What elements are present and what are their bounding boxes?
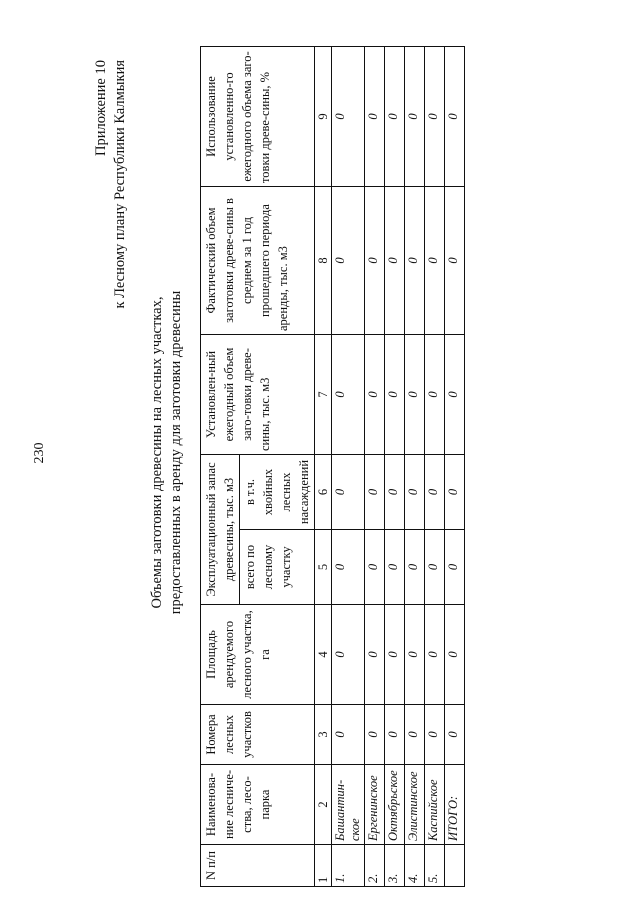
cell-value: 0	[385, 335, 405, 455]
header-usage-percent: Использование установленно-го ежегодного объема заго-товки древе-сины, %	[201, 47, 315, 187]
cell-value: 0	[445, 47, 465, 187]
cell-value: 0	[425, 335, 445, 455]
cell-value: 0	[405, 455, 425, 530]
cell-value: 0	[332, 705, 365, 765]
cell-value: 0	[405, 335, 425, 455]
table-row	[445, 47, 465, 887]
forestry-name: Ергенинское	[365, 765, 385, 845]
cell-value: 0	[445, 605, 465, 705]
cell-value: 0	[332, 605, 365, 705]
table-row	[385, 47, 405, 887]
column-number: 6	[315, 455, 332, 530]
cell-value: 0	[385, 455, 405, 530]
cell-value: 0	[365, 605, 385, 705]
title-line-2: предоставленных в аренду для заготовки древесины	[168, 290, 184, 615]
cell-value: 0	[385, 530, 405, 605]
cell-value: 0	[445, 455, 465, 530]
cell-value: 0	[365, 335, 385, 455]
table-row	[332, 47, 365, 887]
header-forestry-name: Наименова-ние лесниче-ства, лесо-парка	[201, 765, 315, 845]
cell-value: 0	[445, 187, 465, 335]
header-coniferous-stock: в т.ч. хвойных лесных насаждений	[240, 455, 315, 530]
table-row	[405, 47, 425, 887]
cell-value: 0	[405, 530, 425, 605]
cell-value: 0	[445, 705, 465, 765]
cell-value: 0	[445, 530, 465, 605]
appendix-line-2: к Лесному плану Республики Калмыкия	[112, 60, 128, 309]
cell-value: 0	[405, 705, 425, 765]
cell-value: 0	[425, 187, 445, 335]
forestry-name: Башантин-ское	[332, 765, 365, 845]
row-number: 3.	[385, 845, 405, 887]
column-number: 7	[315, 335, 332, 455]
cell-value: 0	[385, 705, 405, 765]
cell-value: 0	[365, 530, 385, 605]
table-row	[425, 47, 445, 887]
header-number: N п/п	[201, 845, 315, 887]
column-number: 8	[315, 187, 332, 335]
column-number: 2	[315, 765, 332, 845]
header-total-stock: всего по лесному участку	[240, 530, 315, 605]
forestry-name: ИТОГО:	[445, 765, 465, 845]
cell-value: 0	[445, 335, 465, 455]
cell-value: 0	[365, 705, 385, 765]
cell-value: 0	[425, 705, 445, 765]
column-number: 3	[315, 705, 332, 765]
header-actual-volume: Фактический объем заготовки древе-сины в среднем за 1 год прошедшего периода аренды, тыс. м3	[201, 187, 315, 335]
cell-value: 0	[365, 47, 385, 187]
row-number: 1.	[332, 845, 365, 887]
row-number: 5.	[425, 845, 445, 887]
column-number-row	[315, 47, 332, 887]
header-annual-volume: Установлен-ный ежегодный объем заго-товки древе-сины, тыс. м3	[201, 335, 315, 455]
row-number	[445, 845, 465, 887]
cell-value: 0	[405, 187, 425, 335]
cell-value: 0	[332, 530, 365, 605]
cell-value: 0	[385, 47, 405, 187]
cell-value: 0	[332, 335, 365, 455]
cell-value: 0	[425, 530, 445, 605]
header-operational-stock: Эксплуатационный запас древесины, тыс. м3	[201, 455, 240, 605]
forestry-name: Каспийское	[425, 765, 445, 845]
column-number: 5	[315, 530, 332, 605]
cell-value: 0	[332, 47, 365, 187]
harvest-table	[200, 46, 465, 887]
header-row	[201, 47, 240, 887]
row-number: 2.	[365, 845, 385, 887]
table-row	[365, 47, 385, 887]
cell-value: 0	[405, 605, 425, 705]
cell-value: 0	[332, 455, 365, 530]
appendix-heading	[92, 60, 130, 309]
forestry-name: Октябрьское	[385, 765, 405, 845]
document-title	[148, 0, 186, 905]
cell-value: 0	[385, 187, 405, 335]
cell-value: 0	[385, 605, 405, 705]
column-number: 1	[315, 845, 332, 887]
column-number: 9	[315, 47, 332, 187]
column-number: 4	[315, 605, 332, 705]
page-number: 230	[32, 442, 47, 464]
cell-value: 0	[405, 47, 425, 187]
cell-value: 0	[425, 455, 445, 530]
title-line-1: Объемы заготовки древесины на лесных участках,	[149, 296, 165, 609]
forestry-name: Элистинское	[405, 765, 425, 845]
cell-value: 0	[425, 605, 445, 705]
header-plot-numbers: Номера лесных участков	[201, 705, 315, 765]
cell-value: 0	[332, 187, 365, 335]
cell-value: 0	[425, 47, 445, 187]
row-number: 4.	[405, 845, 425, 887]
cell-value: 0	[365, 187, 385, 335]
appendix-line-1: Приложение 10	[93, 60, 109, 156]
cell-value: 0	[365, 455, 385, 530]
header-leased-area: Площадь арендуемого лесного участка, га	[201, 605, 315, 705]
table-body	[332, 47, 465, 887]
